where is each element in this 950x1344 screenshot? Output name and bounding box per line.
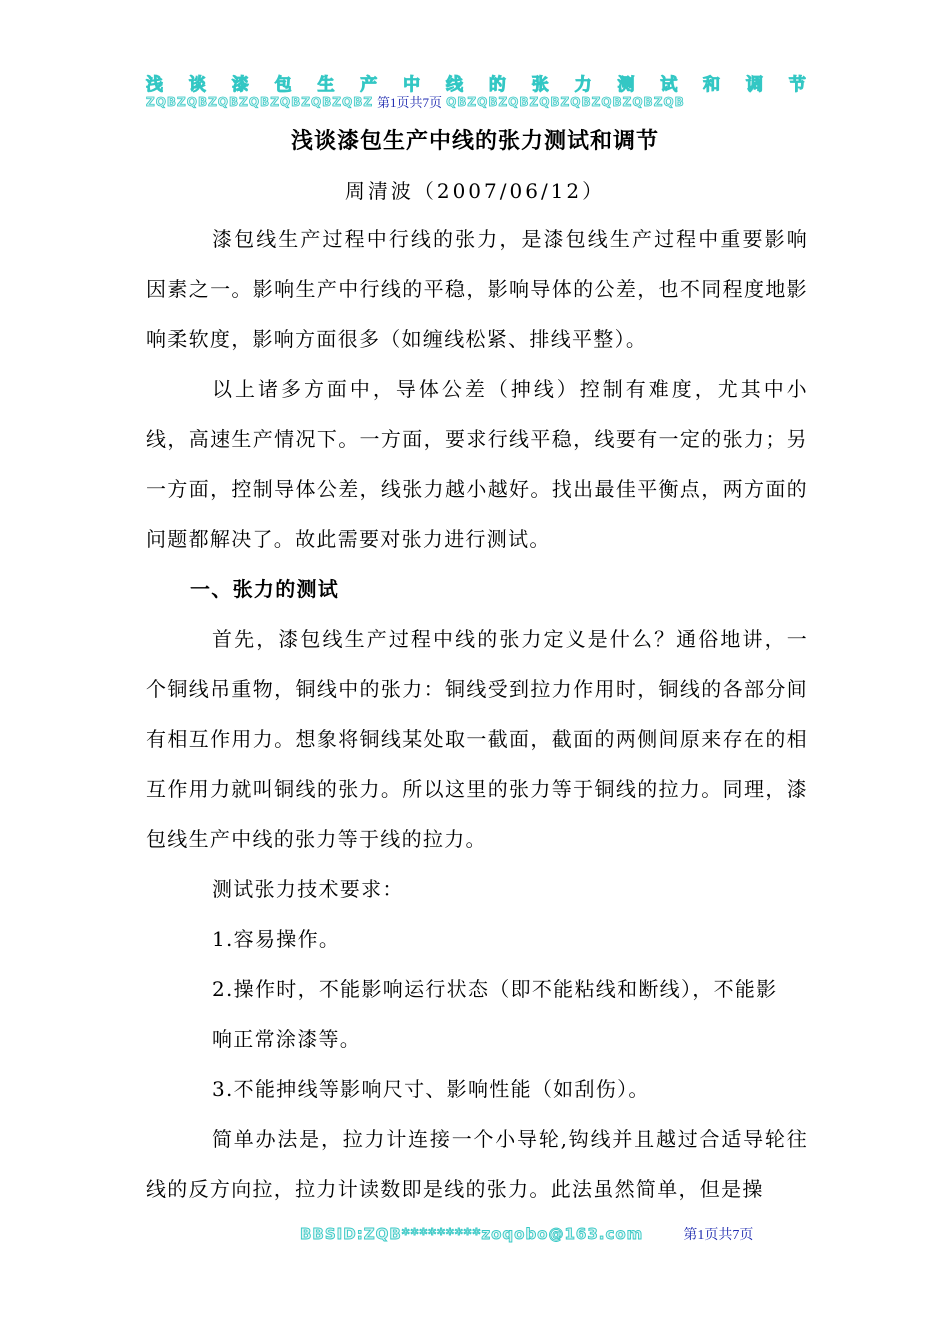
footer-id-text: BBSID:ZQB*********zoqobo@163.com — [300, 1225, 644, 1243]
banner-char: 产 — [360, 75, 378, 95]
requirement-1: 1.容易操作。 — [212, 927, 341, 951]
author-date: 周清波（2007/06/12） — [344, 179, 606, 203]
paragraph-definition: 首先，漆包线生产过程中线的张力定义是什么？通俗地讲，一个铜线吊重物，铜线中的张力：铜线受到拉力作用时，铜线的各部分间有相互作用力。想象将铜线某处取一截面，截面的两侧间原来存在的相互作用力就叫铜线的张力。所以这里的张力等于铜线的拉力。同理，漆包线生产中线的张力等于线的拉力。 — [146, 627, 808, 851]
banner-char: 谈 — [188, 75, 206, 95]
header-pattern-left: ZQBZQBZQBZQBZQBZQBZQBZ — [146, 94, 374, 109]
banner-char: 力 — [574, 75, 592, 95]
banner-char: 包 — [274, 75, 292, 95]
banner-char: 节 — [788, 75, 806, 95]
requirement-2: 2.操作时，不能影响运行状态（即不能粘线和断线），不能影 — [212, 977, 778, 1001]
requirement-2-continued: 响正常涂漆等。 — [212, 1027, 362, 1051]
banner-char: 张 — [531, 75, 549, 95]
banner-char: 的 — [488, 75, 506, 95]
paragraph-intro: 漆包线生产过程中行线的张力，是漆包线生产过程中重要影响因素之一。影响生产中行线的平稳，影响导体的公差，也不同程度地影响柔软度，影响方面很多（如缠线松紧、排线平整）。 — [146, 227, 808, 351]
banner-char: 测 — [617, 75, 635, 95]
requirements-label: 测试张力技术要求： — [212, 877, 404, 901]
banner-char: 试 — [660, 75, 678, 95]
requirement-3: 3.不能抻线等影响尺寸、影响性能（如刮伤）。 — [212, 1077, 650, 1101]
banner-char: 中 — [403, 75, 421, 95]
banner-char: 生 — [317, 75, 335, 95]
header-pattern-row — [146, 92, 806, 111]
paragraph-method: 简单办法是，拉力计连接一个小导轮,钩线并且越过合适导轮往线的反方向拉，拉力计读数即是线的张力。此法虽然简单，但是操 — [146, 1127, 808, 1201]
paragraph-tolerance: 以上诸多方面中，导体公差（抻线）控制有难度，尤其中小线，高速生产情况下。一方面，要求行线平稳，线要有一定的张力；另一方面，控制导体公差，线张力越小越好。找出最佳平衡点，两方面的问题都解决了。故此需要对张力进行测试。 — [146, 377, 808, 551]
document-body — [146, 214, 808, 1214]
document-title: 浅谈漆包生产中线的张力测试和调节 — [290, 129, 659, 154]
footer-page-number: 第1页共7页 — [683, 1228, 754, 1243]
header-page-number: 第1页共7页 — [377, 95, 443, 110]
header-pattern-right: QBZQBZQBZQBZQBZQBZQBZQB — [446, 94, 685, 109]
banner-char: 浅 — [146, 75, 163, 95]
banner-char: 线 — [446, 75, 464, 95]
banner-char: 调 — [746, 75, 764, 95]
banner-char: 和 — [703, 75, 721, 95]
section-heading: 一、张力的测试 — [190, 577, 340, 601]
footer — [300, 1224, 753, 1244]
banner-char: 漆 — [231, 75, 249, 95]
